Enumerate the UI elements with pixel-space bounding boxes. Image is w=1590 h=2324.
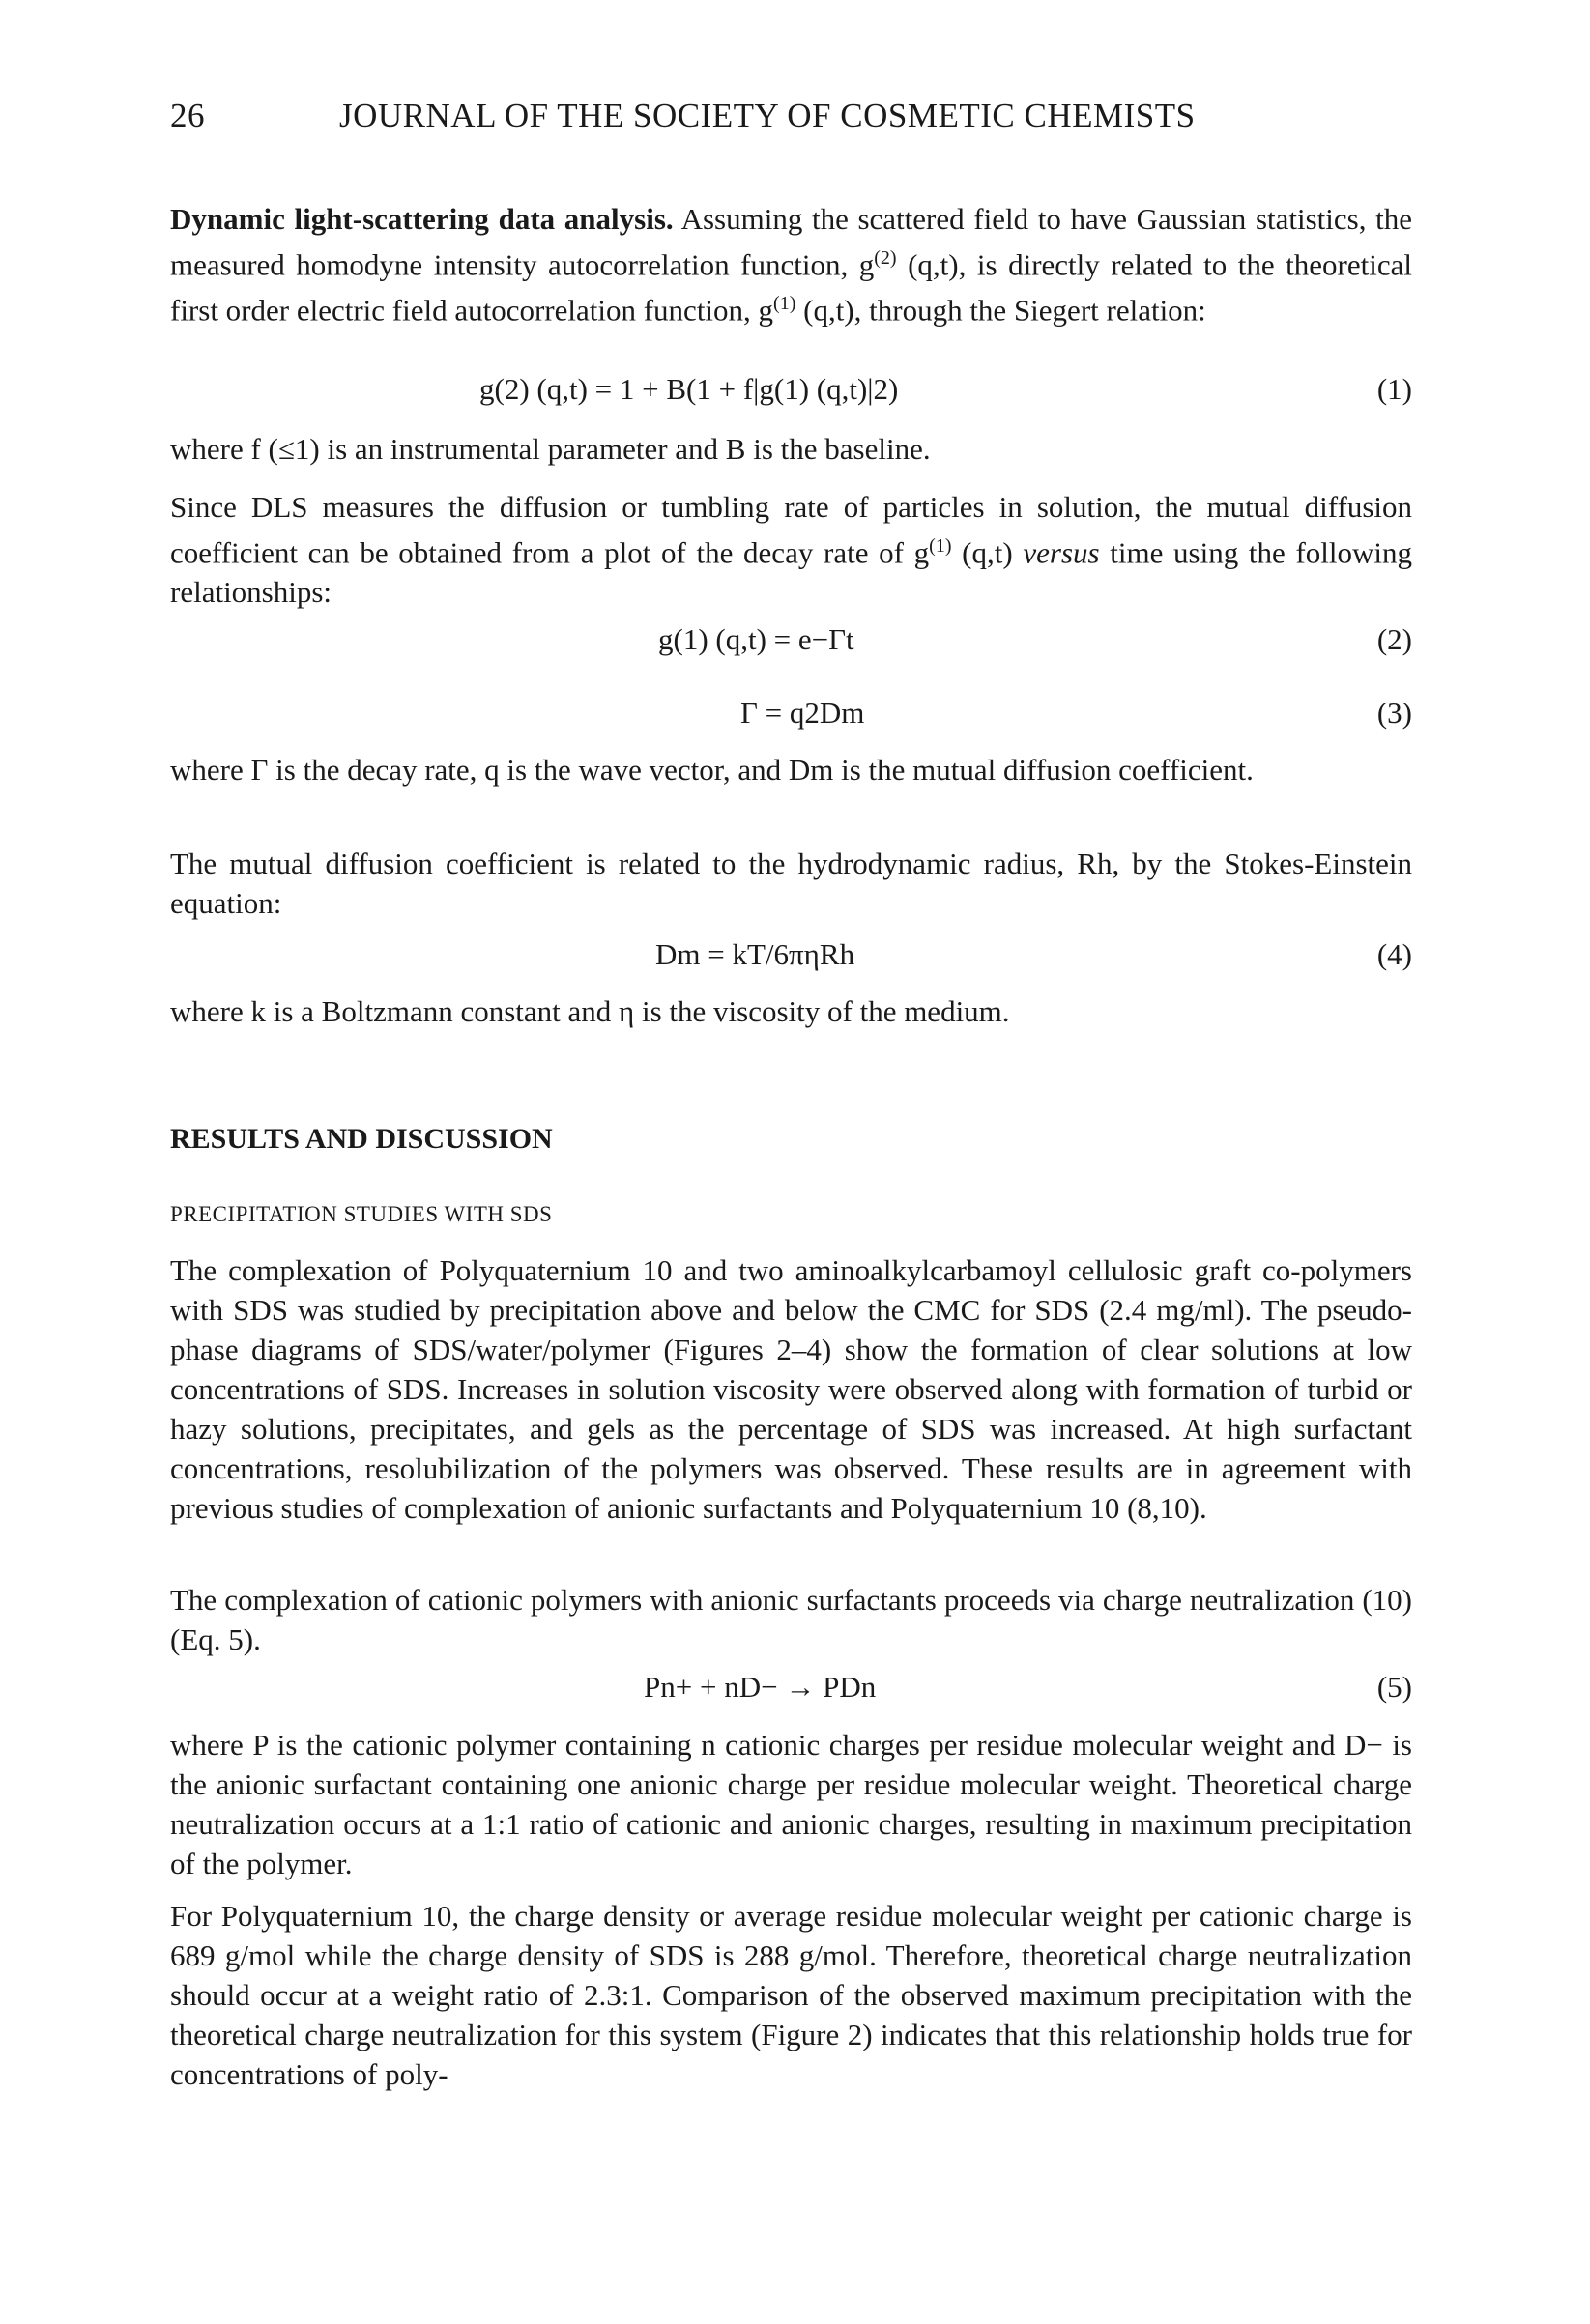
equation-1: g(2) (q,t) = 1 + B(1 + f|g(1) (q,t)|2): [479, 372, 899, 406]
paragraph-dls-measures: Since DLS measures the diffusion or tumbling rate of particles in solution, the mutual diffusion coefficient can be obtained from a plot of the decay rate of $g^{(1)}$ (q,t) versus time using the following relationships:: [170, 490, 1412, 610]
paragraph-instrumental: where f (≤1) is an instrumental parameter and B is the baseline.: [170, 432, 931, 466]
equation-5: Pn+ + nD− → PDn: [644, 1670, 877, 1704]
equation-2-number: (2): [1376, 622, 1412, 656]
paragraph-boltzmann: where k is a Boltzmann constant and η is the viscosity of the medium.: [170, 994, 1010, 1028]
equation-2: g(1) (q,t) = e−Γt: [658, 622, 854, 656]
paragraph-decay-rate: where Γ is the decay rate, q is the wave vector, and Dm is the mutual diffusion coefficient.: [170, 753, 1254, 787]
dls-heading: Dynamic light-scattering data analysis.: [170, 202, 674, 236]
section-heading-results: RESULTS AND DISCUSSION: [170, 1123, 553, 1155]
page-number: 26: [170, 97, 205, 134]
equation-4: Dm = kT/6πηRh: [655, 937, 855, 971]
paragraph-complexation: The complexation of Polyquaternium 10 and two aminoalkylcarbamoyl cellulosic graft co-polymers with SDS was studied by precipitation above and below the CMC for SDS (2.4 mg/ml). The pseudo-phase diagrams of SDS/water/polymer (Figures 2–4) show the formation of clear solutions at low concentrations of SDS. Increases in solution viscosity were observed along with formation of turbid or hazy solutions, precipitates, and gels as the percentage of SDS was increased. At high surfactant concentrations, resolubilization of the polymers was observed. These results are in agreement with previous studies of complexation of anionic surfactants and Polyquaternium 10 (8,10).: [170, 1253, 1412, 1525]
paragraph-stokes-einstein: The mutual diffusion coefficient is related to the hydrodynamic radius, Rh, by the Stokes-Einstein equation:: [170, 846, 1412, 920]
equation-3-number: (3): [1376, 696, 1412, 730]
equation-4-number: (4): [1376, 937, 1412, 971]
subsection-heading-precipitation: PRECIPITATION STUDIES WITH SDS: [170, 1202, 553, 1226]
paragraph-cationic-polymer: where P is the cationic polymer containing n cationic charges per residue molecular weight and D− is the anionic surfactant containing one anionic charge per residue molecular weight. Theoretical charge neutralization occurs at a 1:1 ratio of cationic and anionic charges, resulting in maximum precipitation of the polymer.: [170, 1728, 1412, 1880]
equation-5-number: (5): [1376, 1670, 1412, 1704]
paragraph-charge-neutralization: The complexation of cationic polymers with anionic surfactants proceeds via charge neutralization (10) (Eq. 5).: [170, 1583, 1412, 1656]
journal-title: JOURNAL OF THE SOCIETY OF COSMETIC CHEMISTS: [339, 97, 1196, 134]
paragraph-polyquaternium: For Polyquaternium 10, the charge density or average residue molecular weight per cationic charge is 689 g/mol while the charge density of SDS is 288 g/mol. Therefore, theoretical charge neutralization should occur at a weight ratio of 2.3:1. Comparison of the observed maximum precipitation with the theoretical charge neutralization for this system (Figure 2) indicates that this relationship holds true for concentrations of poly-: [170, 1899, 1412, 2091]
dls-intro-paragraph: Dynamic light-scattering data analysis. Assuming the scattered field to have Gaussian statistics, the measured homodyne intensity autocorrelation function, $g^{(2)}$ (q,t), is directly related to the theoretical first order electric field autocorrelation function, $g^{(1)}$ (q,t), through the Siegert relation:: [170, 202, 1412, 328]
equation-1-number: (1): [1376, 372, 1412, 406]
equation-3: Γ = q2Dm: [740, 696, 865, 730]
